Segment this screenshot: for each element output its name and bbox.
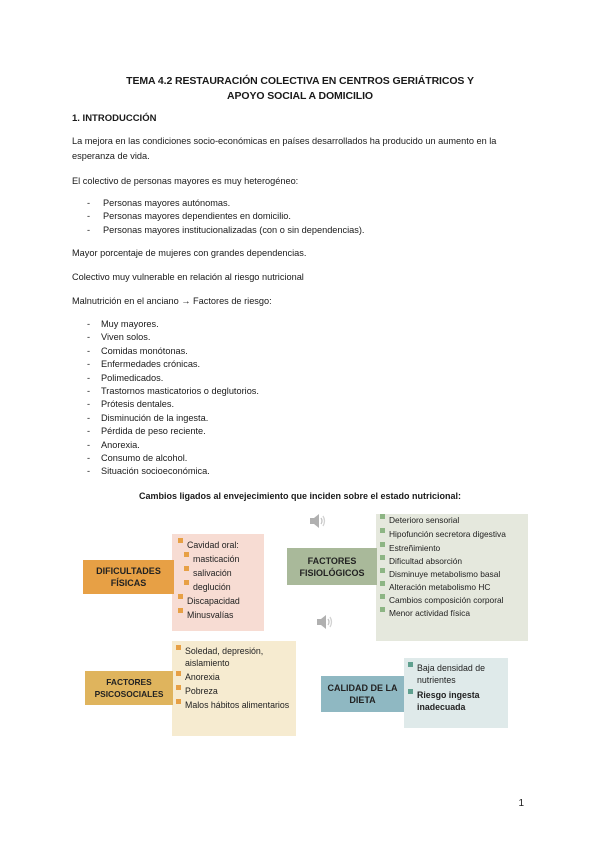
- list-item: - Enfermedades crónicas.: [87, 358, 259, 371]
- paragraph-malnutricion: Malnutrición en el anciano → Factores de riesgo:: [72, 296, 272, 306]
- psicosociales-label: FACTORES PSICOSOCIALES: [85, 671, 173, 705]
- page-number: 1: [518, 798, 524, 809]
- diagram-title: Cambios ligados al envejecimiento que inciden sobre el estado nutricional:: [138, 491, 462, 501]
- psicosociales-list-box: [172, 641, 296, 736]
- section-heading: 1. INTRODUCCIÓN: [72, 113, 157, 124]
- fisiologicos-item: Disminuye metabolismo basal: [380, 568, 509, 581]
- fisiologicos-item: Hipofunción secretora digestiva: [380, 528, 509, 540]
- list-item: - Viven solos.: [87, 331, 259, 344]
- fisiologicos-item: Deterioro sensorial: [380, 514, 509, 527]
- paragraph-vulnerable: Colectivo muy vulnerable en relación al riesgo nutricional: [72, 272, 304, 282]
- dificultades-item: Minusvalías: [178, 608, 240, 622]
- doc-title-line1: TEMA 4.2 RESTAURACIÓN COLECTIVA EN CENTROS GERIÁTRICOS Y: [126, 75, 474, 87]
- calidad-item: Baja densidad de nutrientes: [408, 662, 506, 686]
- list-item: - Muy mayores.: [87, 318, 259, 331]
- paragraph-mujeres: Mayor porcentaje de mujeres con grandes dependencias.: [72, 248, 307, 258]
- fisiologicos-item: Cambios composición corporal: [380, 594, 509, 607]
- psicosociales-item: Malos hábitos alimentarios: [176, 699, 294, 711]
- list-item: - Personas mayores autónomas.: [87, 197, 364, 210]
- list-colectivo: [87, 197, 364, 237]
- fisiologicos-item: Dificultad absorción: [380, 555, 509, 568]
- list-item: - Personas mayores institucionalizadas (con o sin dependencias).: [87, 224, 364, 237]
- calidad-item: Riesgo ingesta inadecuada: [408, 689, 506, 713]
- dificultades-list-box: [172, 534, 264, 631]
- list-item: - Prótesis dentales.: [87, 398, 259, 411]
- fisiologicos-label: FACTORES FISIOLÓGICOS: [287, 548, 377, 585]
- list-item: - Polimedicados.: [87, 372, 259, 385]
- fisiologicos-list-box: [376, 514, 528, 641]
- paragraph-intro: La mejora en las condiciones socio-económicas en países desarrollados ha producido un aumento en la esperanza de vida.: [72, 136, 497, 161]
- fisiologicos-item: Estreñimiento: [380, 542, 509, 555]
- list-item: - Pérdida de peso reciente.: [87, 425, 259, 438]
- list-item: - Consumo de alcohol.: [87, 452, 259, 465]
- calidad-label: CALIDAD DE LA DIETA: [321, 676, 404, 712]
- dificultades-item: salivación: [184, 566, 240, 580]
- list-item: - Personas mayores dependientes en domicilio.: [87, 210, 364, 223]
- speaker-icon[interactable]: [309, 513, 327, 529]
- psicosociales-item: Pobreza: [176, 685, 294, 697]
- psicosociales-item: Soledad, depresión, aislamiento: [176, 645, 294, 669]
- calidad-list-box: [404, 658, 508, 728]
- fisiologicos-item: Menor actividad física: [380, 607, 509, 620]
- list-item: - Situación socioeconómica.: [87, 465, 259, 478]
- dificultades-label: DIFICULTADES FÍSICAS: [83, 560, 174, 594]
- dificultades-item: Cavidad oral:: [178, 538, 240, 552]
- dificultades-item: Discapacidad: [178, 594, 240, 608]
- doc-title-line2: APOYO SOCIAL A DOMICILIO: [227, 90, 373, 102]
- psicosociales-item: Anorexia: [176, 671, 294, 683]
- paragraph-colectivo: El colectivo de personas mayores es muy heterogéneo:: [72, 176, 299, 186]
- list-item: - Trastornos masticatorios o deglutorios.: [87, 385, 259, 398]
- dificultades-item: deglución: [184, 580, 240, 594]
- list-item: - Disminución de la ingesta.: [87, 412, 259, 425]
- speaker-icon[interactable]: [316, 614, 334, 630]
- list-item: - Comidas monótonas.: [87, 345, 259, 358]
- dificultades-item: masticación: [184, 552, 240, 566]
- fisiologicos-item: Alteración metabolismo HC: [380, 581, 509, 594]
- list-item: - Anorexia.: [87, 439, 259, 452]
- list-factores: [87, 318, 259, 479]
